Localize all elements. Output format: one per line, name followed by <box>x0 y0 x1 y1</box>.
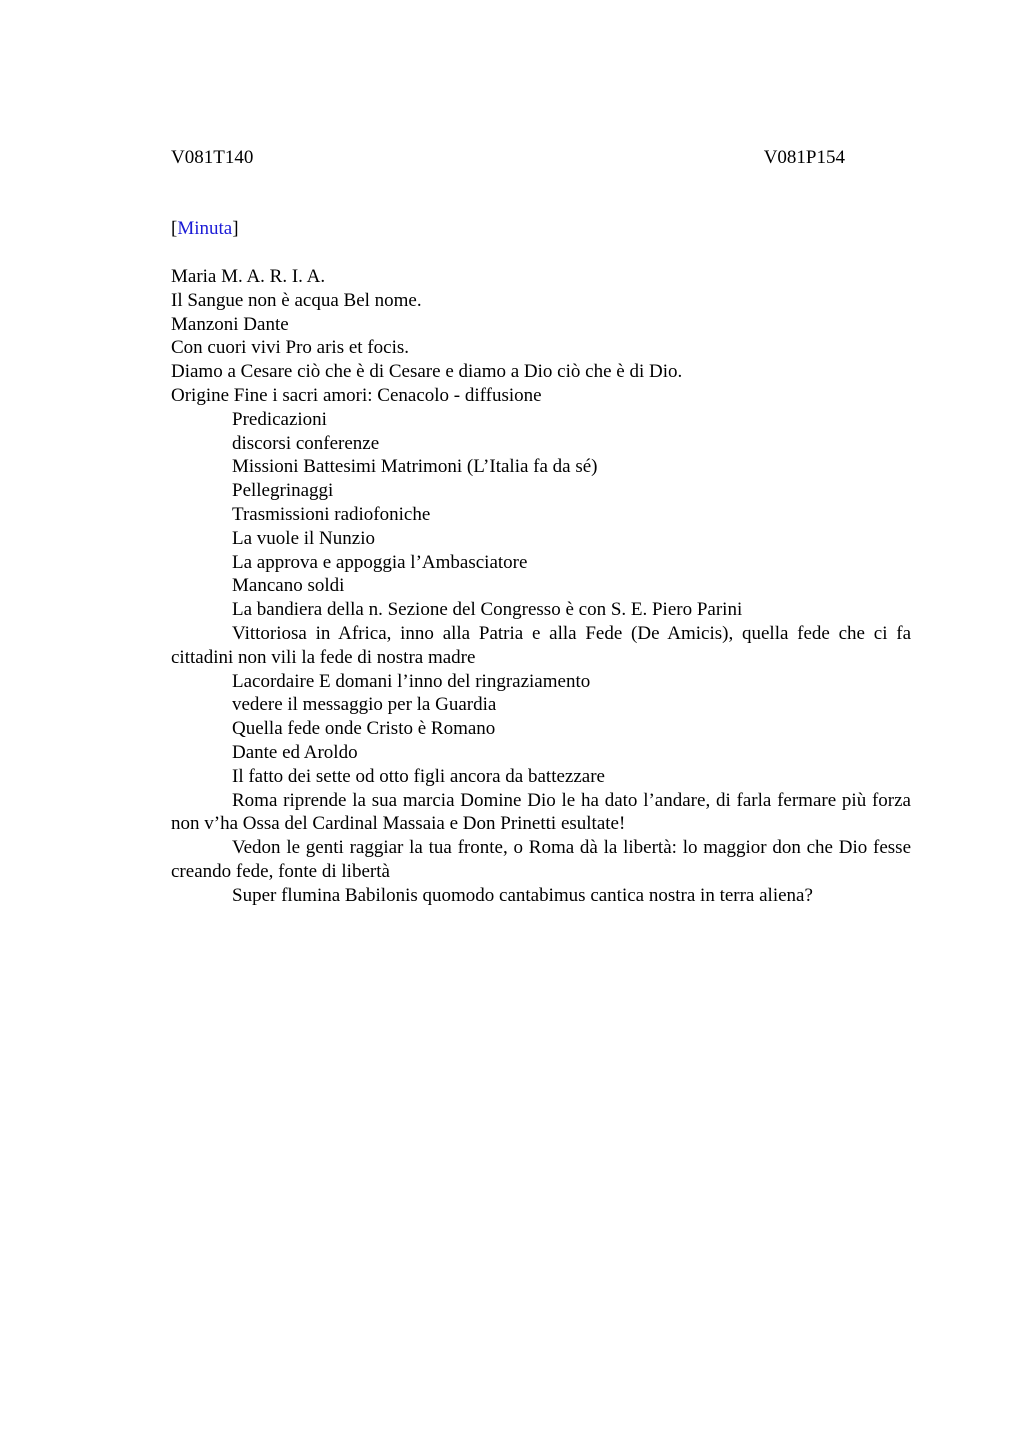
indented-line: Il fatto dei sette od otto figli ancora da battezzare <box>232 765 605 787</box>
text-line: Origine Fine i sacri amori: Cenacolo - diffusione <box>171 384 542 406</box>
paragraph-super-flumina: Super flumina Babilonis quomodo cantabimus cantica nostra in terra aliena? <box>232 884 813 906</box>
document-body <box>171 265 911 908</box>
text-line: Il Sangue non è acqua Bel nome. <box>171 289 422 311</box>
right-document-code: V081P154 <box>763 147 845 168</box>
paragraph-roma: Roma riprende la sua marcia Domine Dio le ha dato l’andare, di farla fermare più forza non v’ha Ossa del Cardinal Massaia e Don Prinetti esultate! <box>171 789 911 835</box>
paragraph-vedon: Vedon le genti raggiar la tua fronte, o Roma dà la libertà: lo maggior don che Dio fesse creando fede, fonte di libertà <box>171 837 911 882</box>
indented-line: Dante ed Aroldo <box>232 741 358 763</box>
document-type-label <box>171 217 239 241</box>
text-line: Diamo a Cesare ciò che è di Cesare e diamo a Dio ciò che è di Dio. <box>171 361 683 383</box>
indented-line: Pellegrinaggi <box>232 480 334 502</box>
indented-line: La bandiera della n. Sezione del Congresso è con S. E. Piero Parini <box>232 599 743 621</box>
indented-line: Trasmissioni radiofoniche <box>232 503 431 525</box>
indented-line: Mancano soldi <box>232 575 345 597</box>
indented-line: discorsi conferenze <box>232 432 380 454</box>
left-document-code: V081T140 <box>171 147 254 168</box>
paragraph-vittoriosa: Vittoriosa in Africa, inno alla Patria e alla Fede (De Amicis), quella fede che ci fa cittadini non vili la fede di nostra madre <box>171 622 911 668</box>
indented-line: La approva e appoggia l’Ambasciatore <box>232 551 528 573</box>
indented-line: Lacordaire E domani l’inno del ringraziamento <box>232 670 591 692</box>
indented-line: Predicazioni <box>232 408 327 430</box>
open-bracket: [ <box>171 218 178 239</box>
text-line: Maria M. A. R. I. A. <box>171 266 326 287</box>
text-line: Manzoni Dante <box>171 313 289 335</box>
minuta-label: Minuta <box>177 218 233 239</box>
indented-line: Quella fede onde Cristo è Romano <box>232 718 496 740</box>
close-bracket: ] <box>232 218 239 239</box>
text-line: Con cuori vivi Pro aris et focis. <box>171 337 409 359</box>
indented-line: Missioni Battesimi Matrimoni (L’Italia fa da sé) <box>232 456 598 478</box>
document-header <box>171 146 845 170</box>
indented-line: La vuole il Nunzio <box>232 527 375 549</box>
indented-line: vedere il messaggio per la Guardia <box>232 694 497 716</box>
